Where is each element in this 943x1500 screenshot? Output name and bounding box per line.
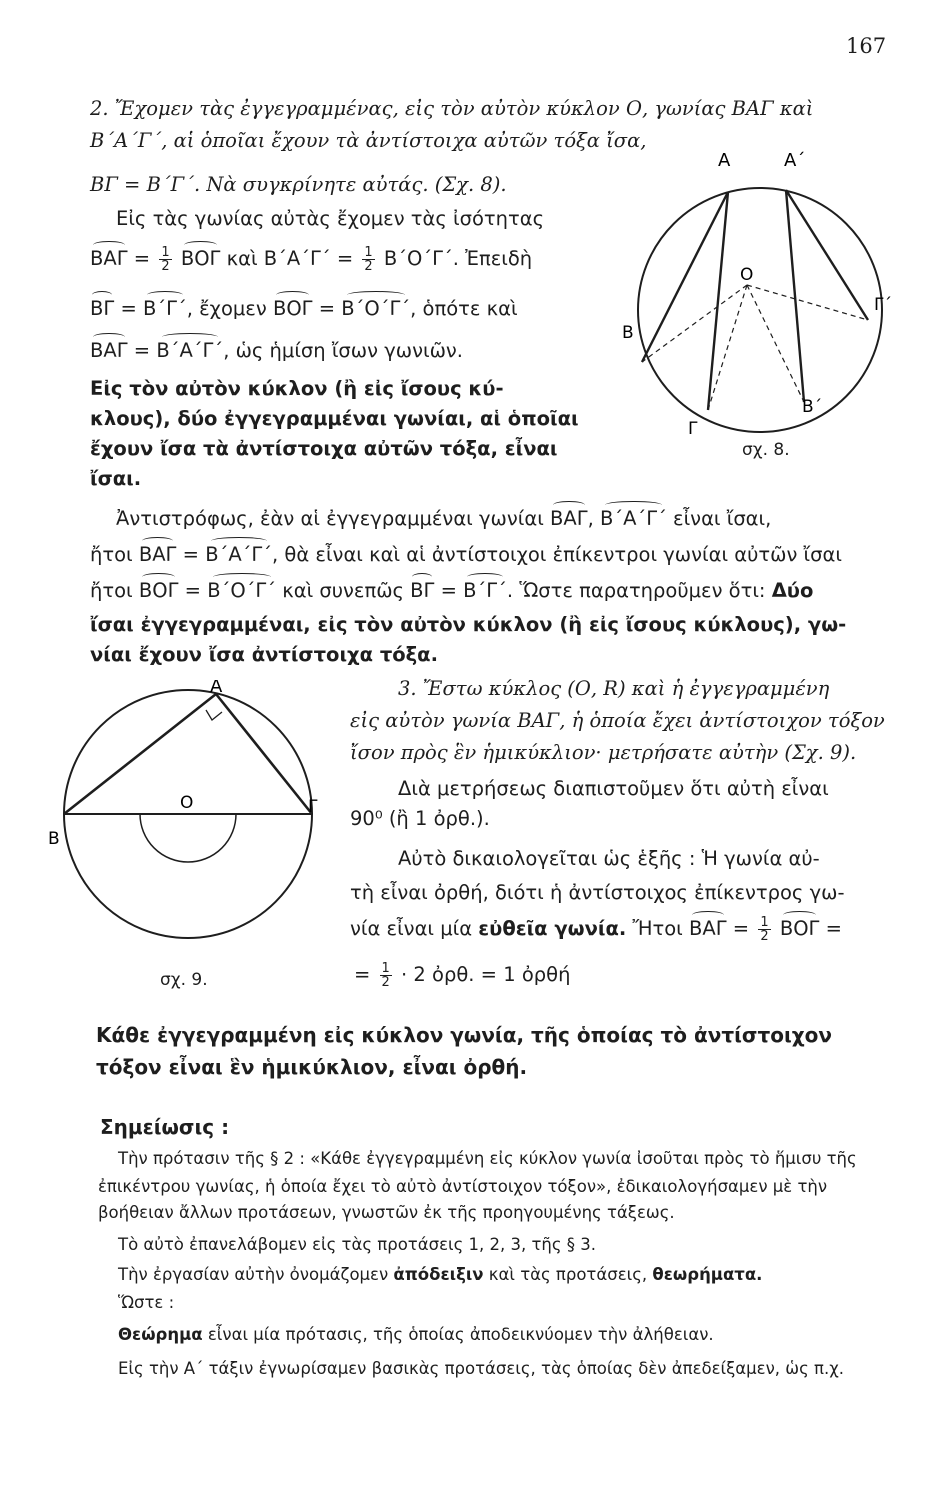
fig8-label-b1: Β΄ <box>802 397 823 417</box>
fig9-label-g: Γ <box>308 797 318 817</box>
fig8-label-g: Γ <box>688 419 698 439</box>
converse-line-2: ἤτοι ΒΑΓ = Β΄Α΄Γ΄, θὰ εἶναι καὶ αἱ ἀντίστοιχοι ἐπίκεντροι γωνίαι αὐτῶν ἴσαι <box>90 543 842 566</box>
notes-line-3: βοήθειαν ἄλλων προτάσεων, γνωστῶν ἐκ τῆς προηγουμένης τάξεως. <box>98 1203 675 1222</box>
notes-line-2: ἐπικέντρου γωνίας, ἡ ὁποία ἔχει τὸ αὐτὸ ἀντίστοιχον τόξον», ἐδικαιολογήσαμεν μὲ τὴν <box>98 1177 828 1196</box>
fig8-label-a: Α <box>718 150 731 171</box>
fig8-chord-a1g1 <box>786 190 868 320</box>
notes-line-4: Τὸ αὐτὸ ἐπανελάβομεν εἰς τὰς προτάσεις 1, 2, 3, τῆς § 3. <box>118 1235 597 1254</box>
figure-9 <box>40 680 340 950</box>
item3-line-6: Αὐτὸ δικαιολογεῖται ὡς ἑξῆς : Ἡ γωνία αὐ- <box>398 847 820 870</box>
notes-line-5: Τὴν ἐργασίαν αὐτὴν ὀνομάζομεν ἀπόδειξιν καὶ τὰς προτάσεις, θεωρήματα. <box>118 1265 763 1284</box>
item3-line-4: Διὰ μετρήσεως διαπιστοῦμεν ὅτι αὐτὴ εἶναι <box>398 777 829 800</box>
item2-line-2: Β΄Α΄Γ΄, αἱ ὁποῖαι ἔχουν τὰ ἀντίστοιχα αὐτῶν τόξα ἴσα, <box>90 129 647 152</box>
fig8-label-o: Ο <box>740 265 754 285</box>
item3-line-1: 3. Ἔστω κύκλος (Ο, R) καὶ ἡ ἐγγεγραμμένη <box>398 677 830 700</box>
fig8-label-b: Β <box>622 323 634 343</box>
theorem-2-line-3: ἔχουν ἴσα τὰ ἀντίστοιχα αὐτῶν τόξα, εἶναι <box>90 437 558 460</box>
fig9-right-angle-mark <box>206 710 222 720</box>
theorem-3-line-2: τόξον εἶναι ἓν ἡμικύκλιον, εἶναι ὀρθή. <box>96 1055 528 1079</box>
equation-line-3: ΒΑΓ = Β΄Α΄Γ΄, ὡς ἡμίση ἴσων γωνιῶν. <box>90 339 463 362</box>
fig9-central-angle-arc <box>140 814 236 862</box>
item3-line-3: ἴσον πρὸς ἓν ἡμικύκλιον· μετρήσατε αὐτὴν (Σχ. 9). <box>350 741 857 764</box>
equation-line-2: ΒΓ = Β΄Γ΄, ἔχομεν ΒΟΓ = Β΄Ο΄Γ΄, ὁπότε καὶ <box>90 297 518 320</box>
theorem-2-line-1: Εἰς τὸν αὐτὸν κύκλον (ἢ εἰς ἴσους κύ- <box>90 377 504 400</box>
converse-line-3: ἤτοι ΒΟΓ = Β΄Ο΄Γ΄ καὶ συνεπῶς ΒΓ = Β΄Γ΄. Ὥστε παρατηροῦμεν ὅτι: Δύο <box>90 579 814 602</box>
item3-line-2: εἰς αὐτὸν γωνία ΒΑΓ, ἡ ὁποία ἔχει ἀντίστοιχον τόξον <box>350 709 885 732</box>
notes-line-7: Θεώρημα εἶναι μία πρότασις, τῆς ὁποίας ἀποδεικνύομεν τὴν ἀλήθειαν. <box>118 1325 714 1344</box>
theorem-2-line-2: κλους), δύο ἐγγεγραμμέναι γωνίαι, αἱ ὁποῖαι <box>90 407 579 430</box>
fig8-circle <box>638 188 882 432</box>
notes-line-6: Ὥστε : <box>118 1293 175 1312</box>
page-number: 167 <box>846 34 887 58</box>
item3-line-9: = $\frac{1}{2}$ · 2 ὀρθ. = 1 ὀρθή <box>354 961 571 990</box>
fraction-half: $\frac{1}{2}$ <box>760 915 769 944</box>
theorem-3-line-1: Κάθε ἐγγεγραμμένη εἰς κύκλον γωνία, τῆς ὁποίας τὸ ἀντίστοιχον <box>96 1023 833 1047</box>
fig9-label-o: Ο <box>180 793 194 813</box>
notes-heading: Σημείωσις : <box>100 1115 230 1139</box>
figure-9-caption: σχ. 9. <box>160 970 208 990</box>
equation-line-1: ΒΑΓ = $\frac{1}{2}$ ΒΟΓ καὶ Β΄Α΄Γ΄ = $\frac{1}{2}$ Β΄Ο΄Γ΄. Ἐπειδὴ <box>90 245 533 274</box>
fig8-label-a1: Α΄ <box>784 150 806 171</box>
notes-line-1: Τὴν πρότασιν τῆς § 2 : «Κάθε ἐγγεγραμμένη εἰς κύκλον γωνία ἰσοῦται πρὸς τὸ ἥμισυ τῆς <box>118 1149 857 1168</box>
notes-line-8: Εἰς τὴν Α΄ τάξιν ἐγνωρίσαμεν βασικὰς προτάσεις, τὰς ὁποίας δὲν ἀπεδείξαμεν, ὡς π.χ. <box>118 1359 844 1378</box>
item3-line-7: τὴ εἶναι ὀρθή, διότι ἡ ἀντίστοιχος ἐπίκεντρος γω- <box>350 881 845 904</box>
angle-bag: ΒΑΓ <box>90 247 128 270</box>
item2-line-4: Εἰς τὰς γωνίας αὐτὰς ἔχομεν τὰς ἰσότητας <box>116 207 545 230</box>
item2-line-3: ΒΓ = Β΄Γ΄. Νὰ συγκρίνητε αὐτάς. (Σχ. 8). <box>90 173 507 196</box>
figure-8-caption: σχ. 8. <box>742 440 790 460</box>
item2-line-1: 2. Ἔχομεν τὰς ἐγγεγραμμένας, εἰς τὸν αὐτὸν κύκλον Ο, γωνίας ΒΑΓ καὶ <box>90 97 814 120</box>
fig8-radius-ob <box>642 285 747 362</box>
theorem-2-line-4: ἴσαι. <box>90 467 142 490</box>
fraction-half: $\frac{1}{2}$ <box>364 245 373 274</box>
fraction-half: $\frac{1}{2}$ <box>381 961 390 990</box>
fraction-half: $\frac{1}{2}$ <box>161 245 170 274</box>
converse-line-1: Ἀντιστρόφως, ἐὰν αἱ ἐγγεγραμμέναι γωνίαι ΒΑΓ, Β΄Α΄Γ΄ εἶναι ἴσαι, <box>116 507 772 530</box>
theorem-converse-line-2: νίαι ἔχουν ἴσα ἀντίστοιχα τόξα. <box>90 643 438 666</box>
fig9-label-a: Α <box>210 680 223 697</box>
item3-line-8: νία εἶναι μία εὐθεῖα γωνία. Ἤτοι ΒΑΓ = $\frac{1}{2}$ ΒΟΓ = <box>350 915 842 944</box>
theorem-converse-line-1: ἴσαι ἐγγεγραμμέναι, εἰς τὸν αὐτὸν κύκλον (ἢ εἰς ἴσους κύκλους), γω- <box>90 613 847 636</box>
fig8-label-g1: Γ΄ <box>874 295 892 315</box>
item3-line-5: 90⁰ (ἢ 1 ὀρθ.). <box>350 807 490 830</box>
fig9-label-b: Β <box>48 829 60 849</box>
figure-8 <box>610 140 910 470</box>
